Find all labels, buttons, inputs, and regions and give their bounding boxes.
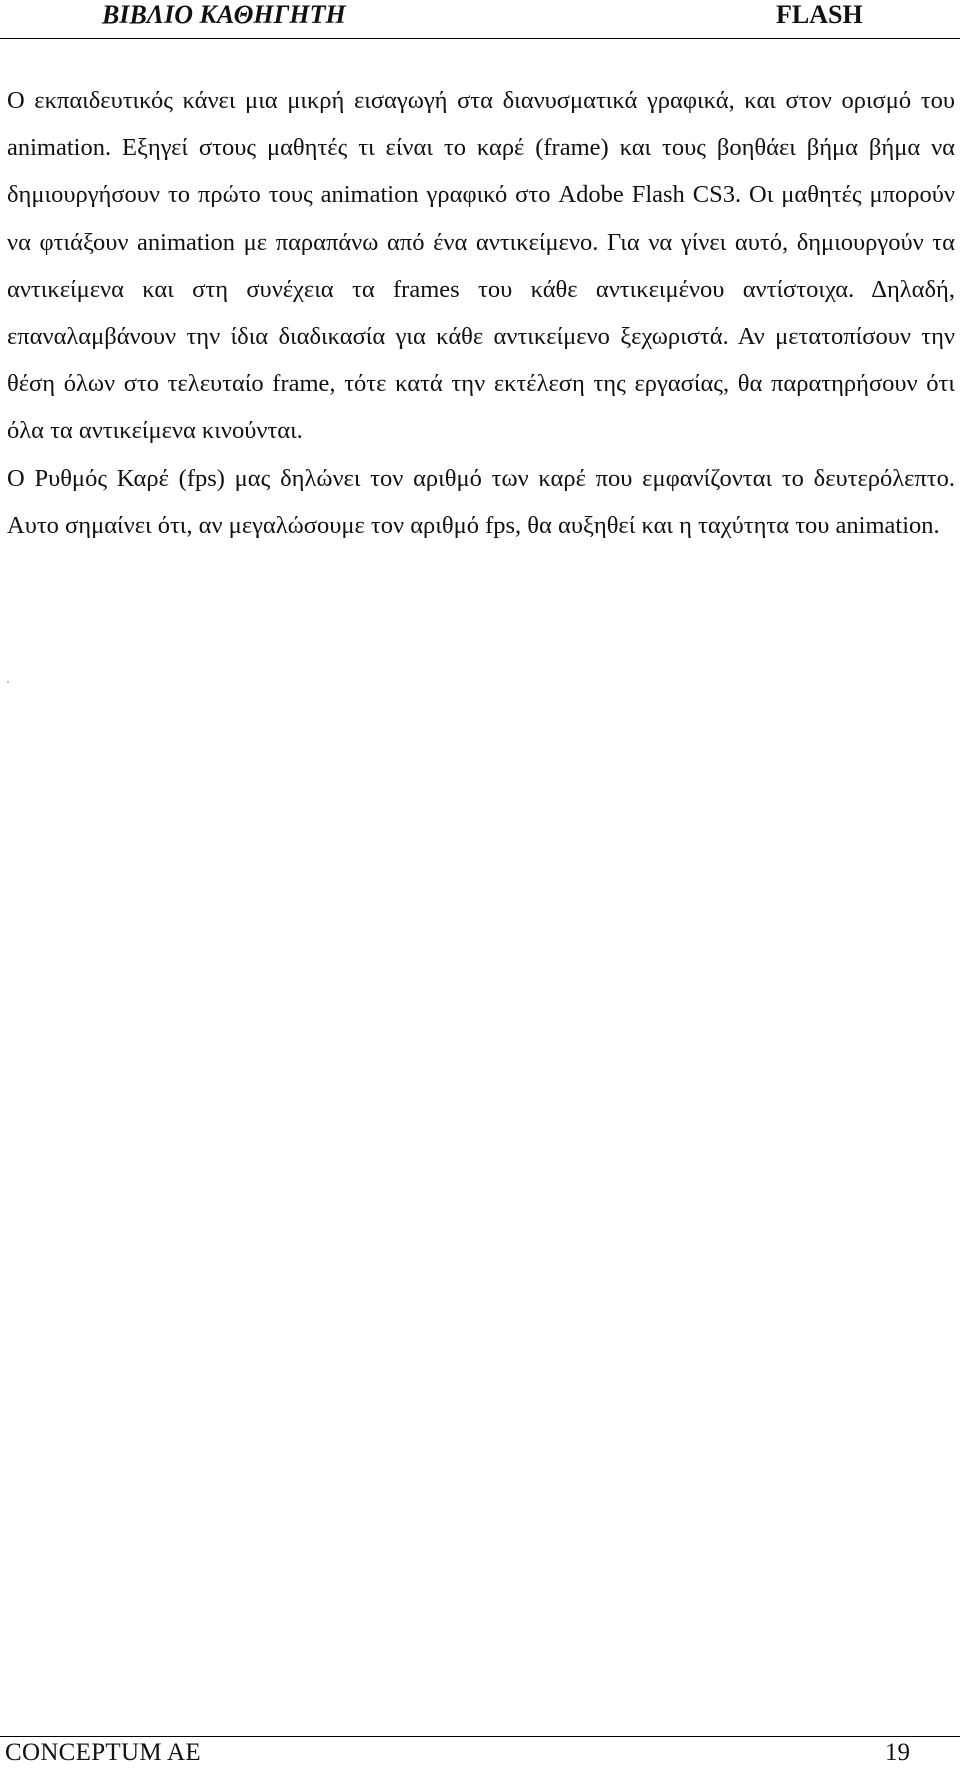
scan-speck <box>7 681 9 683</box>
page-number: 19 <box>885 1739 910 1766</box>
footer-company-name: CONCEPTUM AE <box>5 1739 201 1766</box>
footer-divider <box>0 1736 960 1737</box>
paragraph-animation-intro: Ο εκπαιδευτικός κάνει μια μικρή εισαγωγή στα διανυσματικά γραφικά, και στον ορισμό του animation. Εξηγεί στους μαθητές τι είναι το καρέ (frame) και τους βοηθάει βήμα βήμα να δημιουργήσουν το πρώτο τους animation γραφικό στο Adobe Flash CS3. Οι μαθητές μπορούν να φτιάξουν animation με παραπάνω από ένα αντικείμενο. Για να γίνει αυτό, δημιουργούν τα αντικείμενα και στη συνέχεια τα frames του κάθε αντικειμένου αντίστοιχα. Δηλαδή, επαναλαμβάνουν την ίδια διαδικασία για κάθε αντικείμενο ξεχωριστά. Αν μετατοπίσουν την θέση όλων στο τελευταίο frame, τότε κατά την εκτέλεση της εργασίας, θα παρατηρήσουν ότι όλα τα αντικείμενα κινούνται. <box>7 87 955 445</box>
paragraph-frame-rate: Ο Ρυθμός Καρέ (fps) μας δηλώνει τον αριθμό των καρέ που εμφανίζονται το δευτερόλεπτο. Αυτο σημαίνει ότι, αν μεγαλώσουμε τον αριθμό fps, θα αυξηθεί και η ταχύτητα του animation. <box>7 464 955 539</box>
header-book-title: ΒΙΒΛΙΟ ΚΑΘΗΓΗΤΗ <box>102 0 346 29</box>
header-divider <box>0 38 960 39</box>
body-text <box>7 77 955 549</box>
page-header <box>0 0 960 46</box>
page-footer <box>0 1696 960 1766</box>
header-subject-title: FLASH <box>776 0 863 29</box>
